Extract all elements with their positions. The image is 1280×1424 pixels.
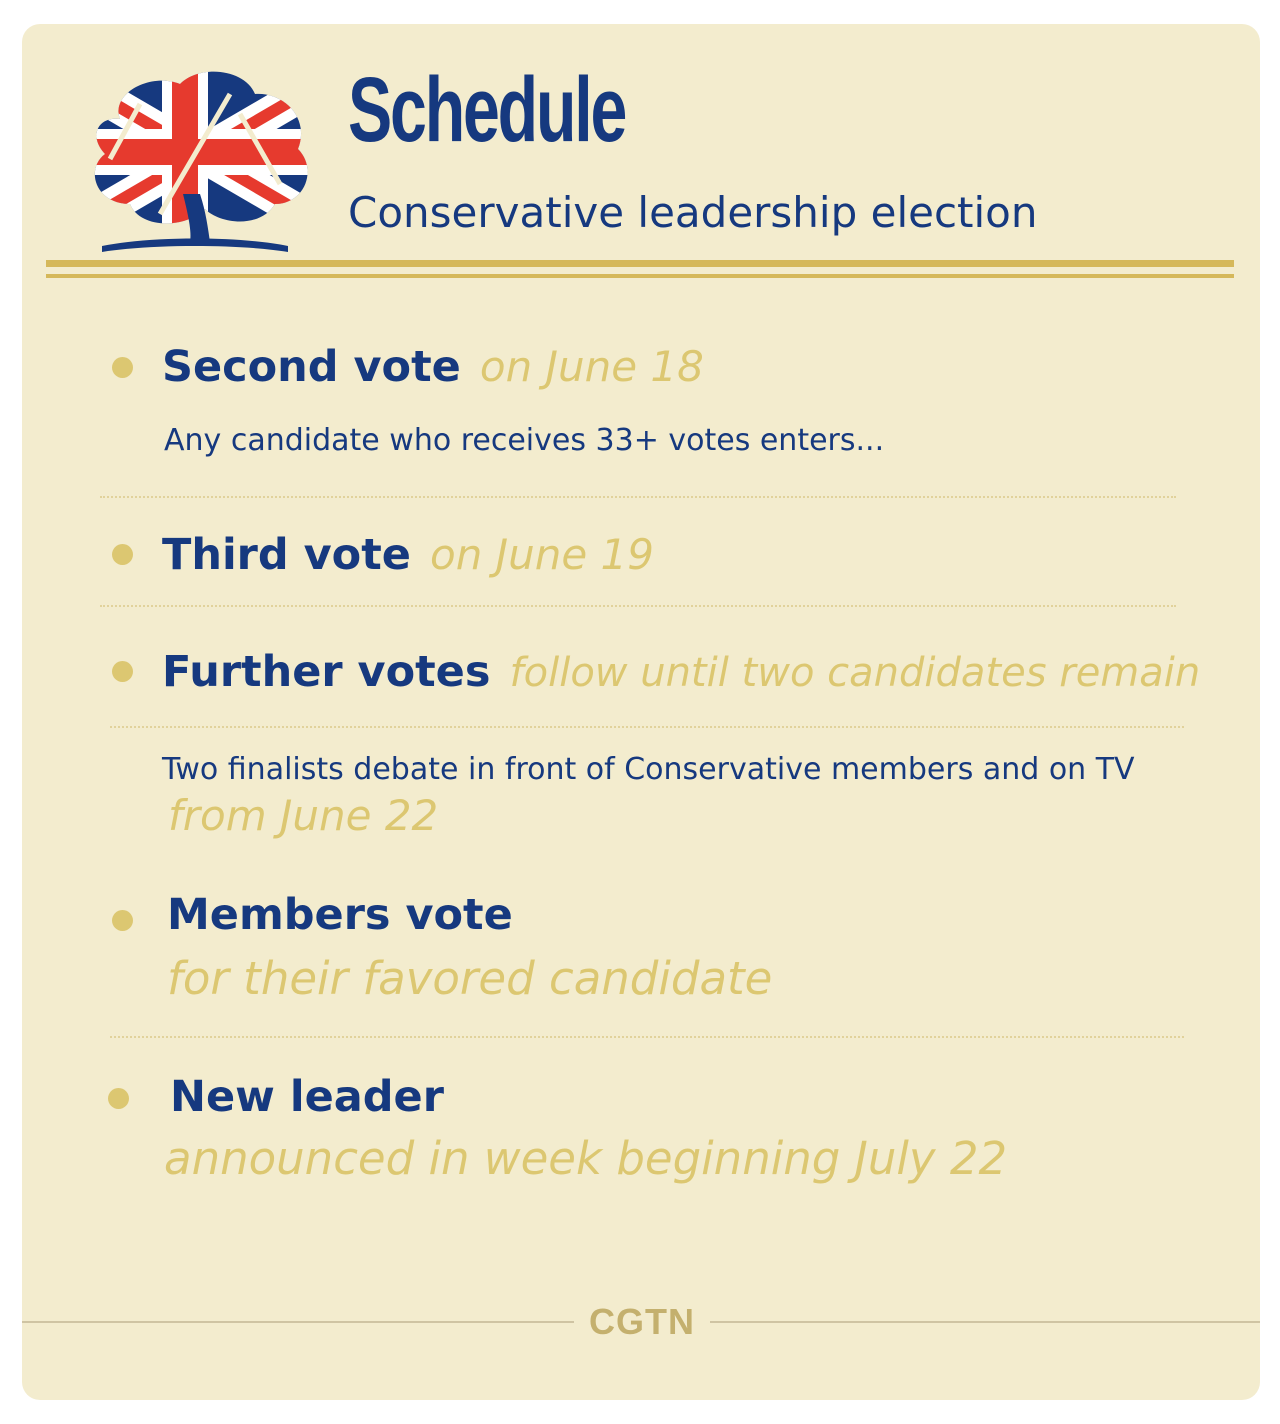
bullet-icon — [112, 544, 133, 565]
schedule-description: Any candidate who receives 33+ votes enters... — [164, 423, 885, 458]
header-divider — [46, 260, 1234, 267]
bullet-icon — [108, 1088, 129, 1109]
header-divider-thin — [46, 274, 1234, 278]
debate-text: Two finalists debate in front of Conservative members and on TV — [162, 752, 1135, 787]
page-subtitle: Conservative leadership election — [348, 188, 1038, 237]
item-separator — [100, 605, 1176, 607]
schedule-term: Further votes — [162, 647, 491, 697]
schedule-date: on June 19 — [430, 530, 654, 579]
schedule-headline — [162, 342, 704, 392]
schedule-term: Third vote — [162, 530, 411, 580]
item-separator — [110, 1036, 1184, 1038]
schedule-headline — [170, 1072, 444, 1122]
schedule-detail: for their favored candidate — [167, 952, 773, 1005]
schedule-headline — [167, 890, 513, 940]
schedule-term: Members vote — [167, 890, 513, 940]
item-separator — [110, 726, 1184, 728]
footer-divider-left — [22, 1321, 574, 1323]
schedule-card — [22, 24, 1260, 1400]
item-separator — [100, 496, 1176, 498]
debate-description — [162, 747, 1222, 844]
schedule-headline — [162, 647, 1201, 697]
bullet-icon — [112, 357, 133, 378]
footer-divider-right — [710, 1321, 1260, 1323]
schedule-subline — [164, 1132, 1008, 1185]
schedule-headline — [162, 530, 654, 580]
bullet-icon — [112, 910, 133, 931]
bullet-icon — [112, 661, 133, 682]
conservative-tree-logo-icon — [80, 64, 320, 254]
schedule-condition: follow until two candidates remain — [509, 650, 1201, 696]
schedule-detail: announced in week beginning July 22 — [164, 1132, 1008, 1185]
schedule-date: on June 18 — [479, 342, 704, 391]
debate-date: from June 22 — [168, 791, 439, 840]
page-title: Schedule — [348, 59, 626, 161]
schedule-term: Second vote — [162, 342, 461, 392]
schedule-subline — [167, 952, 773, 1005]
schedule-term: New leader — [170, 1072, 444, 1122]
cgtn-logo: CGTN — [589, 1301, 695, 1342]
